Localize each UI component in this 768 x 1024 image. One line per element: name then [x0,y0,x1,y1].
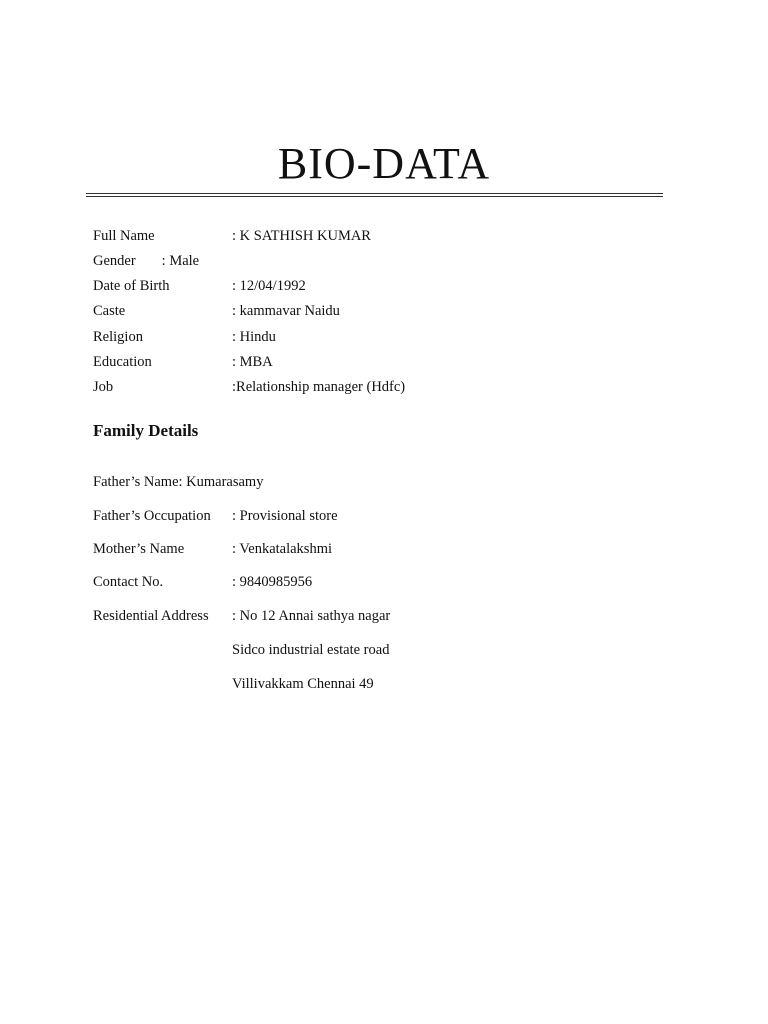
full-name-label: Full Name [93,228,155,244]
contact-value: : 9840985956 [232,574,313,590]
caste-label: Caste [93,303,126,319]
father-occupation-label: Father’s Occupation [93,508,211,524]
father-occupation-value: : Provisional store [232,508,338,524]
education-label: Education [93,354,152,370]
mother-name-value: : Venkatalakshmi [232,541,333,557]
dob-value: : 12/04/1992 [232,278,306,294]
caste-value: : kammavar Naidu [232,303,340,319]
father-name-label: Father’s Name [93,474,179,490]
gender-value: : Male [161,253,200,269]
family-details-heading: Family Details [93,421,199,440]
job-label: Job [93,379,114,395]
father-name-value: : Kumarasamy [178,474,264,490]
gender-row [93,252,199,270]
address-value: : No 12 Annai sathya nagar [232,608,391,624]
religion-value: : Hindu [232,329,276,345]
contact-label: Contact No. [93,574,164,590]
title-divider-bottom [86,196,663,197]
address-label: Residential Address [93,608,209,624]
mother-name-label: Mother’s Name [93,541,185,557]
dob-label: Date of Birth [93,278,170,294]
education-value: : MBA [232,354,273,370]
religion-label: Religion [93,329,143,345]
father-name-row [93,473,263,491]
address-line-2: Sidco industrial estate road [232,642,390,658]
address-line-3: Villivakkam Chennai 49 [232,676,374,692]
job-value: :Relationship manager (Hdfc) [232,379,406,395]
document-title: BIO-DATA [277,139,491,188]
gender-label: Gender [93,253,136,269]
title-divider-top [86,193,663,194]
full-name-value: : K SATHISH KUMAR [232,228,371,244]
